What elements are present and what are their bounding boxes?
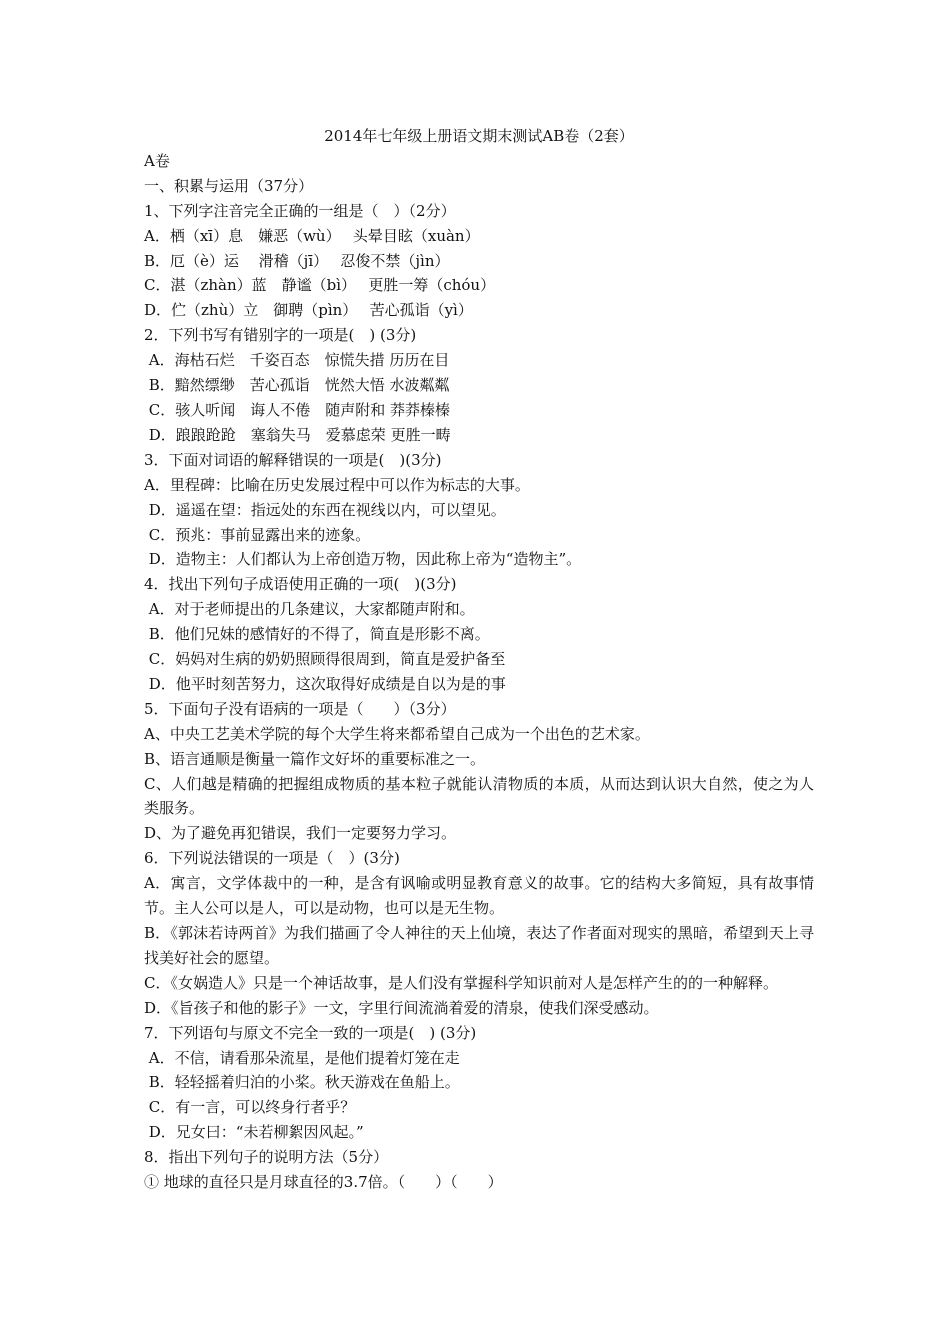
option-line: A．对于老师提出的几条建议，大家都随声附和。 <box>144 600 475 619</box>
section-heading: 一、积累与运用（37分） <box>144 176 314 195</box>
question-lines-2 <box>144 821 814 871</box>
option-line: B．他们兄妹的感情好的不得了，简直是形影不离。 <box>144 625 490 644</box>
question-2: 2．下列书写有错别字的一项是( ) (3分) <box>144 326 417 345</box>
option-paragraph: A．寓言，文学体裁中的一种，是含有讽喻或明显教育意义的故事。它的结构大多简短，具有故事情节。主人公可以是人，可以是动物，也可以是无生物。 <box>144 874 814 918</box>
option-line: D．踉踉跄跄 塞翁失马 爱慕虑荣 更胜一畴 <box>144 425 451 444</box>
option-line: A．里程碑：比喻在历史发展过程中可以作为标志的大事。 <box>144 475 530 494</box>
option-line: A．不信，请看那朵流星，是他们提着灯笼在走 <box>144 1048 460 1067</box>
option-line: B．轻轻摇着归泊的小桨。秋天游戏在鱼船上。 <box>144 1073 460 1092</box>
option-line: D．伫（zhù）立 御聘（pìn） 苦心孤诣（yì） <box>144 301 473 320</box>
option-line: B、语言通顺是衡量一篇作文好坏的重要标准之一。 <box>144 749 486 768</box>
option-line: C．有一言，可以终身行者乎？ <box>144 1098 356 1117</box>
option-line: C．湛（zhàn）蓝 静谧（bì） 更胜一筹（chóu） <box>144 276 496 295</box>
option-paragraph: C．《女娲造人》只是一个神话故事，是人们没有掌握科学知识前对人是怎样产生的的一种解释。 <box>144 973 778 992</box>
option-line: A．栖（xī）息 嫌恶（wù） 头晕目眩（xuàn） <box>144 226 480 245</box>
option-line: D、为了避免再犯错误，我们一定要努力学习。 <box>144 824 457 843</box>
option-line: ① 地球的直径只是月球直径的3.7倍。（ ）（ ） <box>144 1173 503 1192</box>
question-3: 3．下面对词语的解释错误的一项是( )(3分) <box>144 450 442 469</box>
option-line: B．厄（è）运 滑稽（jī） 忍俊不禁（jìn） <box>144 251 450 270</box>
option-paragraph: B．《郭沫若诗两首》为我们描画了令人神往的天上仙境，表达了作者面对现实的黑暗，希望到天上寻找美好社会的愿望。 <box>144 924 814 967</box>
document-body <box>144 124 814 1195</box>
option-line: D．遥遥在望：指远处的东西在视线以内，可以望见。 <box>144 500 506 519</box>
question-8: 8．指出下列句子的说明方法（5分） <box>144 1148 389 1167</box>
question-5: 5．下面句子没有语病的一项是（ ）（3分） <box>144 699 456 718</box>
option-line: D．兄女曰：“未若柳絮因风起。” <box>144 1123 364 1142</box>
option-line: A．海枯石烂 千姿百态 惊慌失措 历历在目 <box>144 351 450 370</box>
option-line: C．预兆：事前显露出来的迹象。 <box>144 525 371 544</box>
question-7: 7．下列语句与原文不完全一致的一项是( ) (3分) <box>144 1023 477 1042</box>
question-lines-3 <box>144 996 814 1195</box>
option-line: A、中央工艺美术学院的每个大学生将来都希望自己成为一个出色的艺术家。 <box>144 724 650 743</box>
option-line: D．《旨孩子和他的影子》一文，字里行间流淌着爱的清泉，使我们深受感动。 <box>144 998 659 1017</box>
document-title: 2014年七年级上册语文期末测试AB卷（2套） <box>324 127 634 145</box>
question-4: 4．找出下列句子成语使用正确的一项( )(3分) <box>144 575 457 594</box>
option-line: B．黯然缥缈 苦心孤诣 恍然大悟 水波粼粼 <box>144 376 450 395</box>
option-line: D．他平时刻苦努力，这次取得好成绩是自以为是的事 <box>144 674 506 693</box>
option-line: C．骇人听闻 诲人不倦 随声附和 莽莽榛榛 <box>144 400 451 419</box>
question-1: 1、下列字注音完全正确的一组是（ ）（2分） <box>144 201 456 220</box>
option-paragraph: C、人们越是精确的把握组成物质的基本粒子就能认清物质的本质，从而达到认识大自然，使之为人类服务。 <box>144 774 814 818</box>
option-line: C．妈妈对生病的奶奶照顾得很周到，简直是爱护备至 <box>144 650 506 669</box>
text-line: A卷 <box>144 151 170 170</box>
option-line: D．造物主：人们都认为上帝创造万物，因此称上帝为“造物主”。 <box>144 550 582 569</box>
question-6: 6．下列说法错误的一项是（ ）(3分) <box>144 849 400 868</box>
question-lines-1 <box>144 149 814 772</box>
